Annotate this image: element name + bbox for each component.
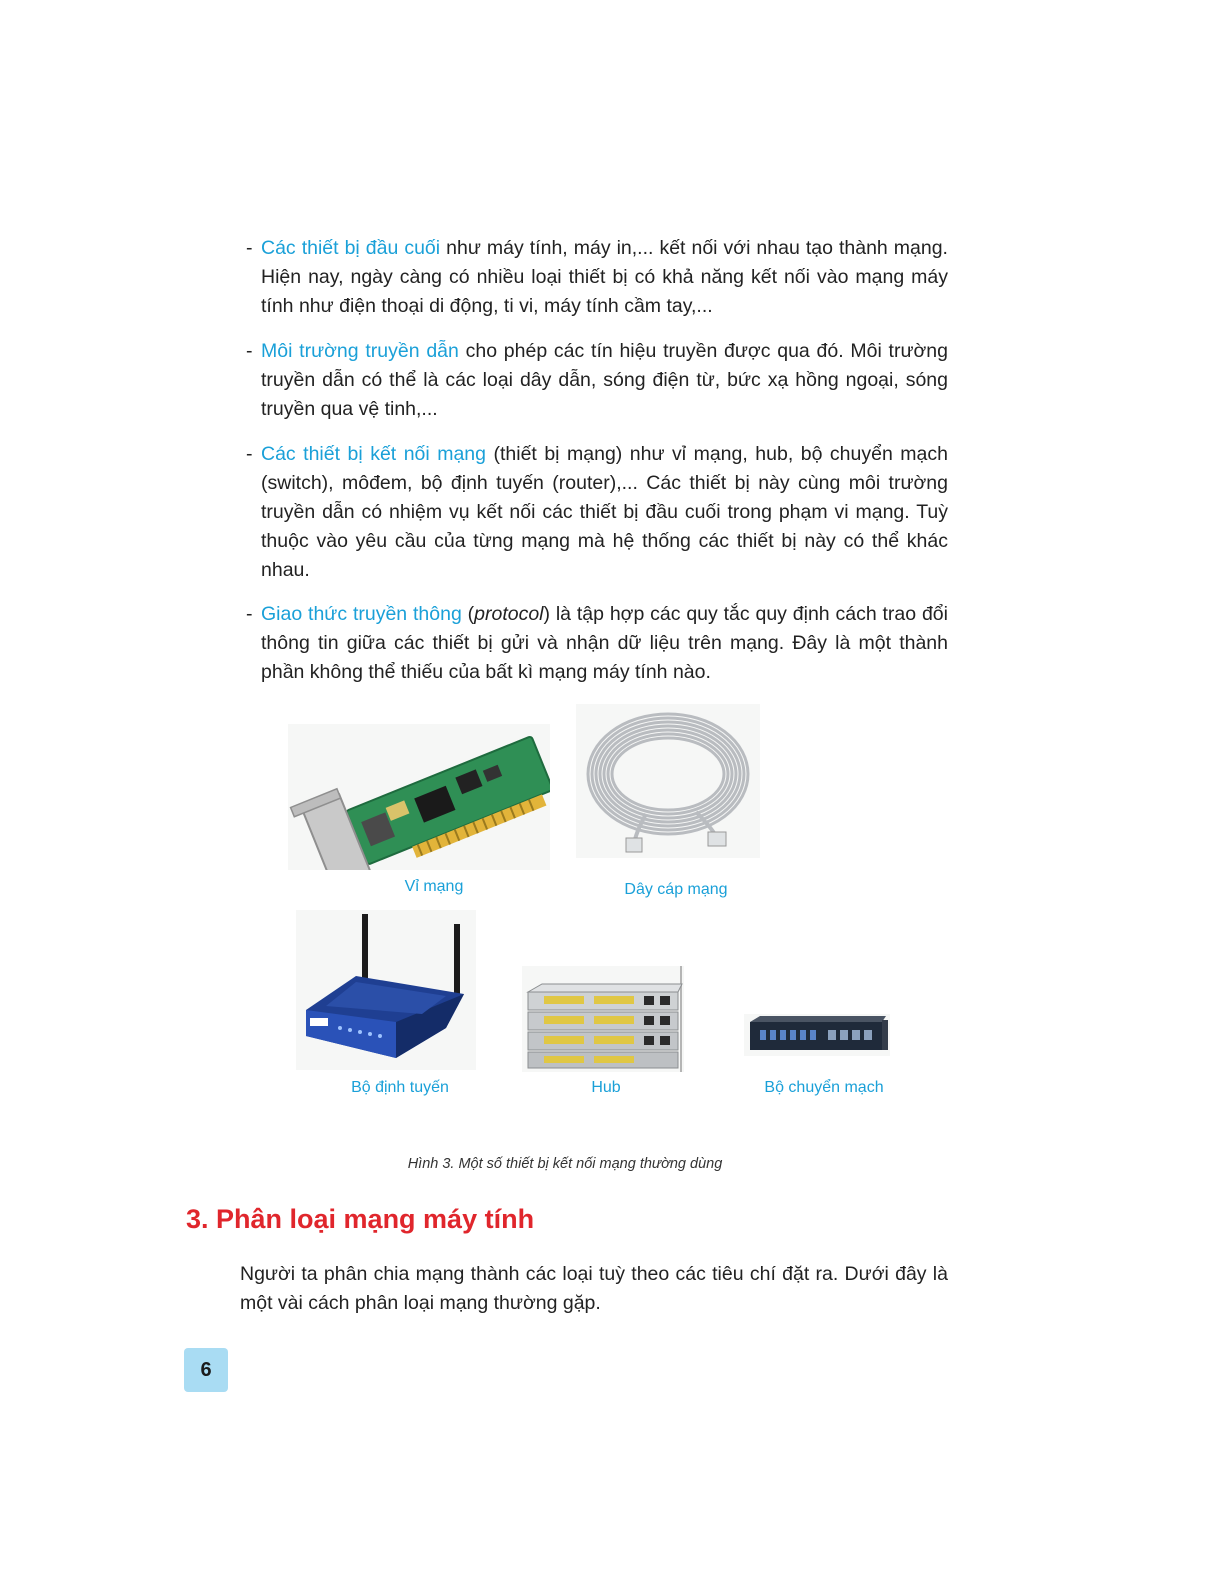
bullet-text: cho phép các tín hiệu truyền được qua đó. Môi trường truyền dẫn có thể là các loại dây dẫn, sóng điện từ, bức xạ hồng ngoại, sóng truyền qua vệ tinh,... [261,340,948,420]
bullet-text: (thiết bị mạng) như vỉ mạng, hub, bộ chuyển mạch (switch), môđem, bộ định tuyến (router),... Các thiết bị này cùng môi trường truyền dẫn có nhiệm vụ kết nối các thiết bị đầu cuối trong phạm vi mạng. Tuỳ thuộc vào yêu cầu của từng mạng mà hệ thống các thiết bị này có thể khác nhau. [261,443,948,581]
hub-image [522,966,684,1072]
network-cable-image [576,704,760,858]
term-network-devices: Các thiết bị kết nối mạng [261,443,486,465]
section-paragraph: Người ta phân chia mạng thành các loại tuỳ theo các tiêu chí đặt ra. Dưới đây là một vài cách phân loại mạng thường gặp. [240,1263,948,1314]
label-router: Bộ định tuyến [351,1079,449,1096]
protocol-italic: protocol [474,603,544,625]
figure-caption: Hình 3. Một số thiết bị kết nối mạng thường dùng [407,1156,723,1172]
label-switch: Bộ chuyển mạch [764,1079,884,1096]
bullet-dash: - [246,443,253,465]
term-end-devices: Các thiết bị đầu cuối [261,237,441,259]
term-transmission-medium: Môi trường truyền dẫn [261,340,459,362]
network-card-image [288,724,550,870]
page-number: 6 [184,1348,228,1392]
label-network-card: Vỉ mạng [404,878,464,895]
term-protocol: Giao thức truyền thông [261,603,462,625]
bullet-transmission-medium [246,337,948,424]
bullet-end-devices [246,234,948,321]
router-image [296,910,476,1070]
bullet-dash: - [246,603,253,625]
label-hub: Hub [591,1079,621,1096]
bullet-dash: - [246,340,253,362]
label-network-cable: Dây cáp mạng [624,881,728,898]
bullet-text: ) là tập hợp các quy tắc quy định cách trao đổi thông tin giữa các thiết bị gửi và nhận dữ liệu trên mạng. Đây là một thành phần không thể thiếu của bất kì mạng máy tính nào. [261,603,948,683]
bullet-text: ( [461,603,475,625]
section-heading: 3. Phân loại mạng máy tính [186,1204,535,1234]
bullet-dash: - [246,237,253,259]
bullet-text: như máy tính, máy in,... kết nối với nhau tạo thành mạng. Hiện nay, ngày càng có nhiều loại thiết bị có khả năng kết nối vào mạng máy tính như điện thoại di động, ti vi, máy tính cầm tay,... [261,237,948,317]
switch-image [744,1014,890,1056]
bullet-network-devices [246,440,948,585]
bullet-protocol [246,600,948,687]
